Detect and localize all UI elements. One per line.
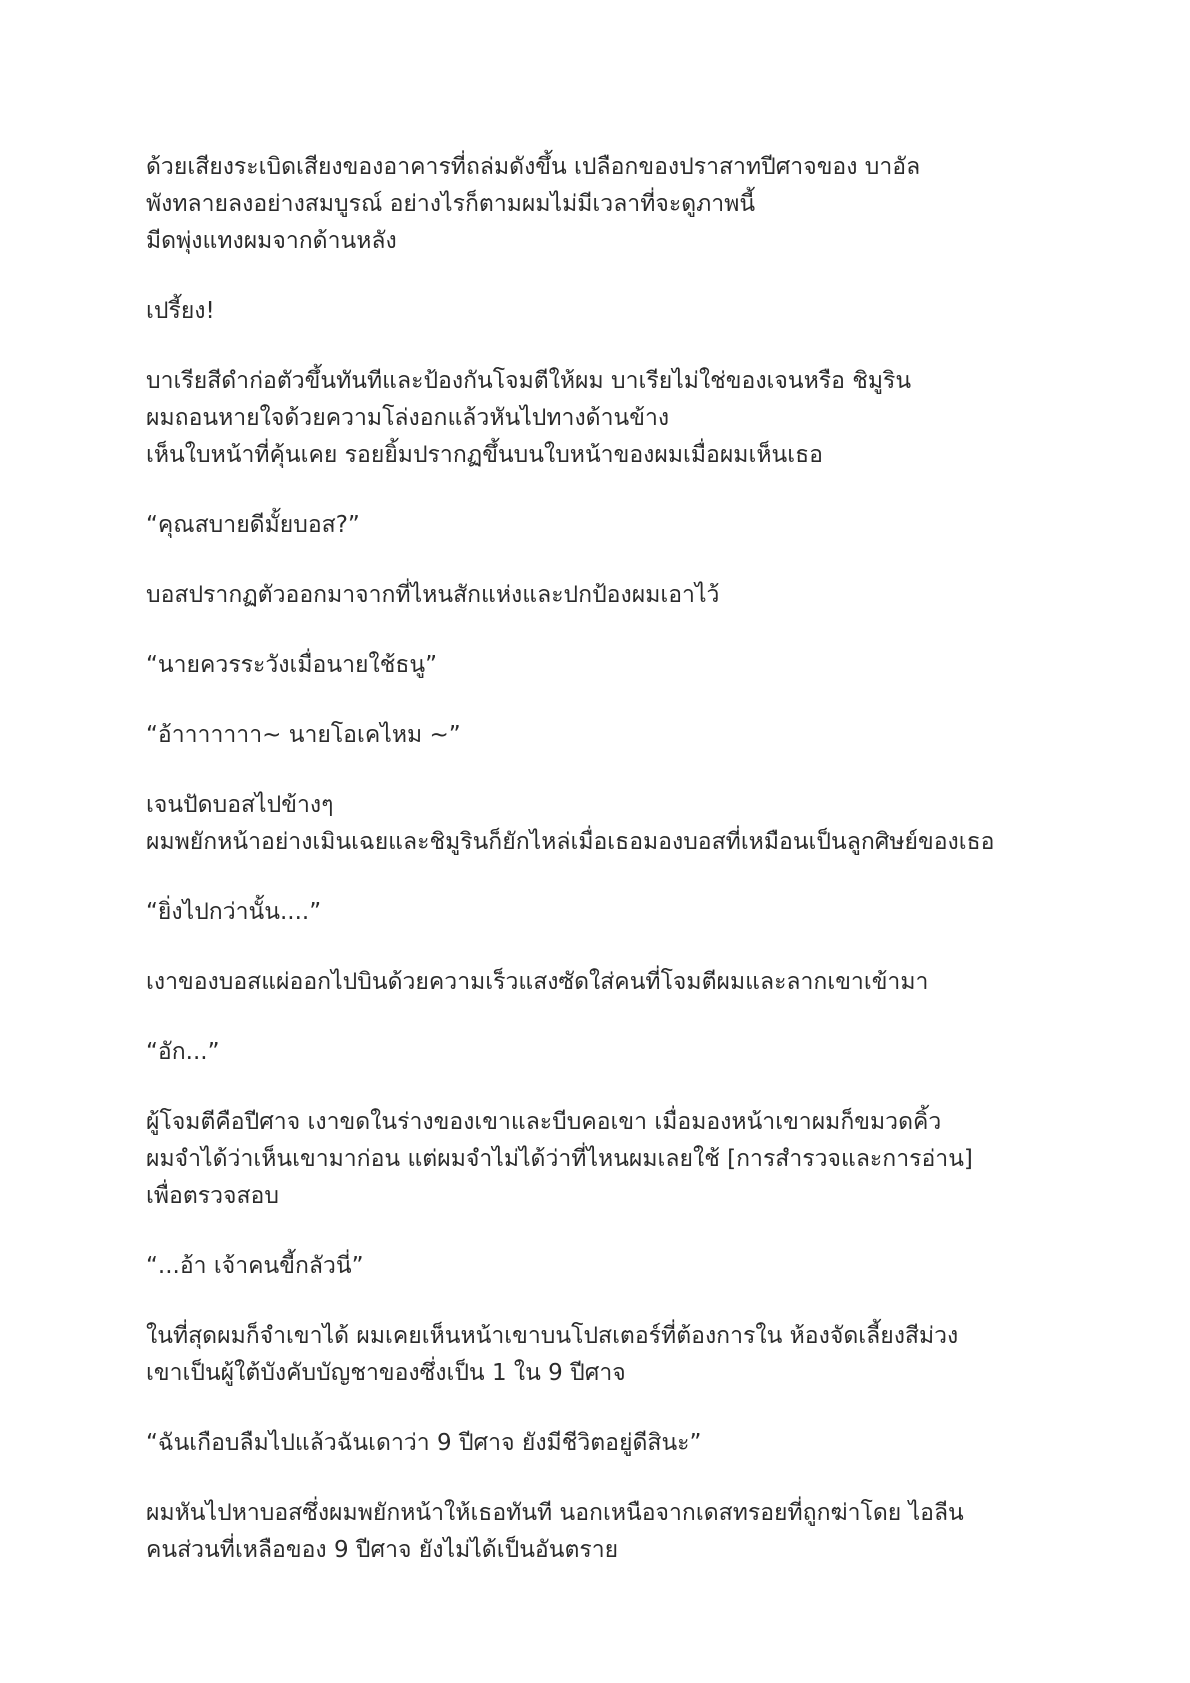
paragraph-13 [146, 1248, 1066, 1285]
paragraph-4 [146, 507, 1066, 544]
text-line: เพื่อตรวจสอบ [146, 1183, 279, 1209]
paragraph-10 [146, 964, 1066, 1001]
text-line: ผมถอนหายใจด้วยความโล่งอกแล้วหันไปทางด้านข้าง [146, 405, 670, 431]
text-line: บาเรียสีดำก่อตัวขึ้นทันทีและป้องกันโจมตีให้ผม บาเรียไม่ใช่ของเจนหรือ ชิมูริน [146, 368, 912, 394]
text-line: “...อ้า เจ้าคนขี้กลัวนี่” [146, 1253, 364, 1279]
text-line: ผู้โจมตีคือปีศาจ เงาขดในร่างของเขาและบีบคอเขา เมื่อมองหน้าเขาผมก็ขมวดคิ้ว [146, 1109, 942, 1135]
paragraph-5 [146, 577, 1066, 614]
paragraph-7 [146, 717, 1066, 754]
text-line: เขาเป็นผู้ใต้บังคับบัญชาของซึ่งเป็น 1 ใน 9 ปีศาจ [146, 1360, 626, 1386]
paragraph-8 [146, 787, 1066, 861]
paragraph-2 [146, 293, 1066, 330]
text-line: ในที่สุดผมก็จำเขาได้ ผมเคยเห็นหน้าเขาบนโปสเตอร์ที่ต้องการใน ห้องจัดเลี้ยงสีม่วง [146, 1323, 959, 1349]
text-line: บอสปรากฏตัวออกมาจากที่ไหนสักแห่งและปกป้องผมเอาไว้ [146, 582, 720, 608]
text-line: เปรี้ยง! [146, 298, 215, 324]
text-line: มีดพุ่งแทงผมจากด้านหลัง [146, 228, 397, 254]
paragraph-15 [146, 1425, 1066, 1462]
text-line: “นายควรระวังเมื่อนายใช้ธนู” [146, 652, 438, 678]
paragraph-14 [146, 1318, 1066, 1392]
paragraph-1 [146, 149, 1066, 260]
text-line: ผมพยักหน้าอย่างเมินเฉยและชิมูรินก็ยักไหล่เมื่อเธอมองบอสที่เหมือนเป็นลูกศิษย์ของเธอ [146, 829, 995, 855]
paragraph-12 [146, 1104, 1066, 1215]
text-line: คนส่วนที่เหลือของ 9 ปีศาจ ยังไม่ได้เป็นอันตราย [146, 1537, 619, 1563]
text-line: เห็นใบหน้าที่คุ้นเคย รอยยิ้มปรากฏขึ้นบนใบหน้าของผมเมื่อผมเห็นเธอ [146, 442, 823, 468]
text-line: “คุณสบายดีมั้ยบอส?” [146, 512, 360, 538]
text-line: ผมหันไปหาบอสซึ่งผมพยักหน้าให้เธอทันที นอกเหนือจากเดสทรอยที่ถูกฆ่าโดย ไอลีน [146, 1500, 964, 1526]
paragraph-6 [146, 647, 1066, 684]
paragraph-11 [146, 1034, 1066, 1071]
document-body [146, 149, 1066, 1602]
text-line: ด้วยเสียงระเบิดเสียงของอาคารที่ถล่มดังขึ้น เปลือกของปราสาทปีศาจของ บาอัล [146, 154, 921, 180]
text-line: พังทลายลงอย่างสมบูรณ์ อย่างไรก็ตามผมไม่มีเวลาที่จะดูภาพนี้ [146, 191, 756, 217]
paragraph-16 [146, 1495, 1066, 1569]
paragraph-3 [146, 363, 1066, 474]
text-line: เงาของบอสแผ่ออกไปบินด้วยความเร็วแสงซัดใส่คนที่โจมตีผมและลากเขาเข้ามา [146, 969, 929, 995]
paragraph-9 [146, 894, 1066, 931]
text-line: “อ้าาาาาาา~ นายโอเคไหม ~” [146, 722, 461, 748]
text-line: เจนปัดบอสไปข้างๆ [146, 792, 334, 818]
text-line: “อัก...” [146, 1039, 220, 1065]
text-line: “ยิ่งไปกว่านั้น....” [146, 899, 322, 925]
text-line: “ฉันเกือบลืมไปแล้วฉันเดาว่า 9 ปีศาจ ยังมีชีวิตอยู่ดีสินะ” [146, 1430, 702, 1456]
text-line: ผมจำได้ว่าเห็นเขามาก่อน แต่ผมจำไม่ได้ว่าที่ไหนผมเลยใช้ [การสำรวจและการอ่าน] [146, 1146, 973, 1172]
